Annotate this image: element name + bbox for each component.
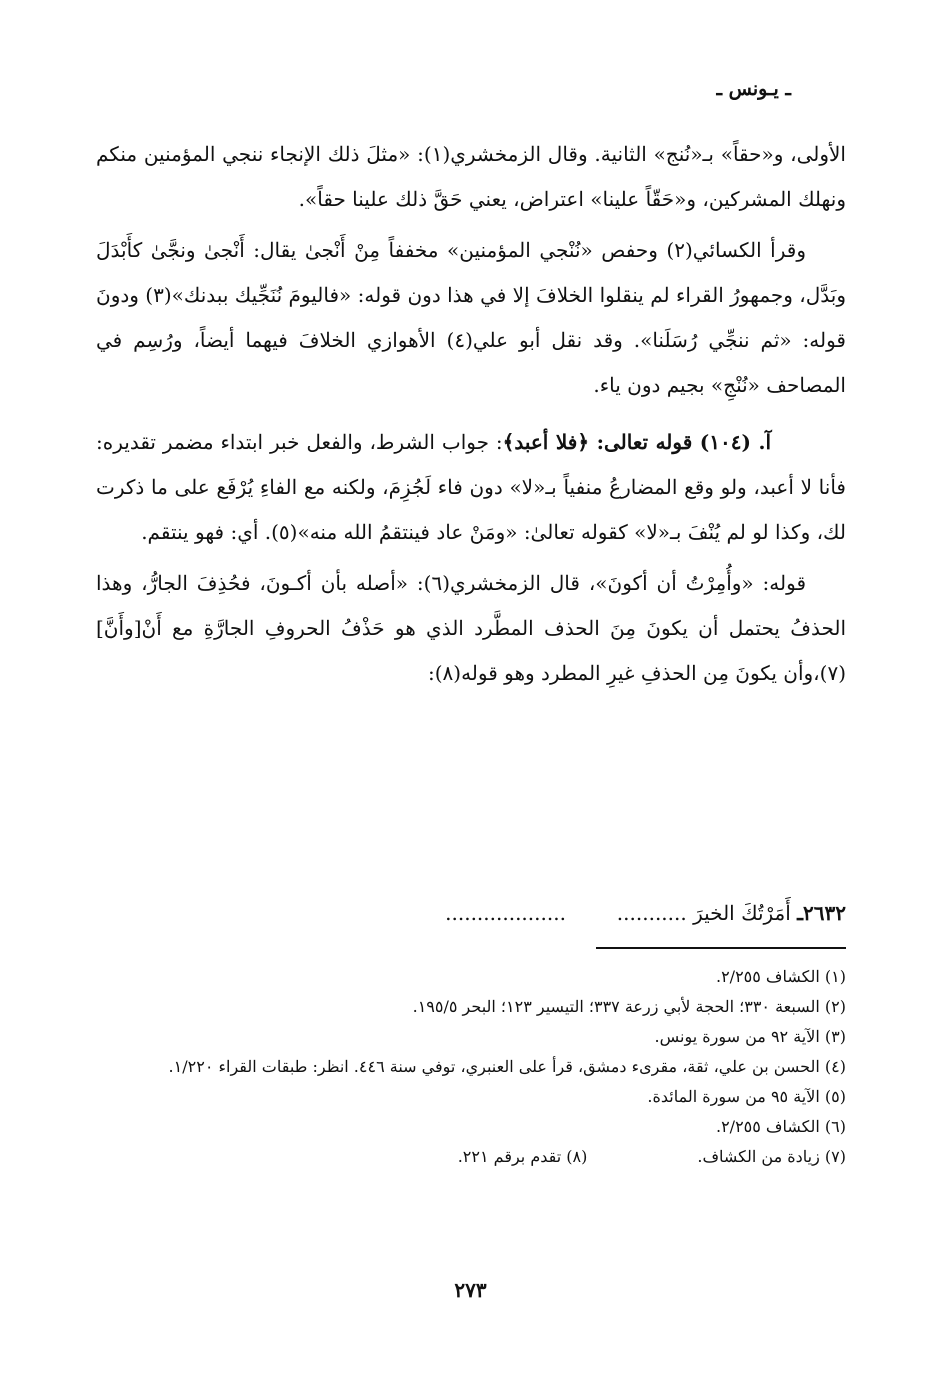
paragraph: الأولى، و«حقاً» بـ«نُنج» الثانية. وقال الزمخشري(١): «مثلَ ذلك الإنجاء ننجي المؤمنين منكم ونهلك المشركين، و«حَقّاً علينا» اعتراض، يعني حَقَّ ذلك علينا حقاً». — [96, 142, 846, 211]
footnote: (٤) الحسن بن علي، ثقة، مقرىء دمشق، قرأ على العنبري، توفي سنة ٤٤٦. انظر: طبقات القراء ١/٢٢٠. — [168, 1057, 846, 1076]
footnotes — [96, 962, 846, 1172]
verse-reference: آ. (١٠٤) قوله تعالى: ﴿فلا أعبد﴾ — [502, 430, 771, 454]
poem-dots-first: ........... — [616, 901, 687, 925]
footnote: (٨) تقدم برقم ٢٢١. — [457, 1147, 588, 1166]
footnote: (٧) زيادة من الكشاف. — [697, 1147, 846, 1166]
poem-text: أَمَرْتُكَ الخيرَ — [693, 901, 791, 925]
paragraph: قوله: «وأُمِرْتُ أن أكونَ»، قال الزمخشري(٦): «أصله بأن أكـونَ، فحُذِفَ الجارُّ، وهذا الحذفُ يحتمل أن يكونَ مِنَ الحذف المطَّرد الذي هو حَذْفُ الحروفِ الجارَّةِ مع أَنْ[وأَنَّ](٧)،وأن يكونَ مِن الحذفِ غيرِ المطرد وهو قوله(٨): — [96, 571, 846, 685]
paragraph: وقرأ الكسائي(٢) وحفص «نُنْجي المؤمنين» مخففاً مِنْ أَنْجىٰ يقال: أَنْجىٰ ونجَّىٰ كأَبْدَلَ وبَدَّل، وجمهورُ القراء لم ينقلوا الخلافَ إلا في هذا دون قوله: «فاليومَ نُنَجِّيك ببدنك»(٣) ودونَ قوله: «ثم ننجِّي رُسَلَنا». وقد نقل أبو علي(٤) الأهوازي الخلافَ فيهما أيضاً، ورُسِم في المصاحف «نُنْجِ» بجيم دون ياء. — [96, 238, 846, 397]
footnote: (٣) الآية ٩٢ من سورة يونس. — [654, 1027, 846, 1046]
page-number: ٢٧٣ — [454, 1278, 487, 1302]
footnote-divider — [596, 947, 846, 949]
verse-paragraph — [96, 420, 846, 555]
footnote-pair — [96, 1142, 846, 1172]
footnote: (١) الكشاف ٢/٢٥٥. — [715, 967, 846, 986]
poem-line — [96, 893, 846, 933]
main-text — [96, 132, 846, 702]
verse-commentary: : جواب الشرط، والفعل خبر ابتداء مضمر تقديره: فأنا لا أعبد، ولو وقع المضارعُ منفياً بـ«لا» دون فاء لَجُزِمَ، ولكنه مع الفاءِ يُرْفَع على ما ذكرت لك، وكذا لو لم يُنْفَ بـ«لا» كقوله تعالىٰ: «ومَنْ عاد فينتقمُ الله منه»(٥). أي: فهو ينتقم. — [96, 430, 846, 544]
poem-dots-second: ................... — [445, 901, 566, 925]
footnote: (٦) الكشاف ٢/٢٥٥. — [715, 1117, 846, 1136]
running-header: ـ يـونس ـ — [716, 78, 791, 100]
poem-number: ٢٦٣٢ـ — [797, 901, 846, 925]
footnote: (٥) الآية ٩٥ من سورة المائدة. — [647, 1087, 846, 1106]
footnote: (٢) السبعة ٣٣٠؛ الحجة لأبي زرعة ٣٣٧؛ التيسير ١٢٣؛ البحر ١٩٥/٥. — [412, 997, 846, 1016]
